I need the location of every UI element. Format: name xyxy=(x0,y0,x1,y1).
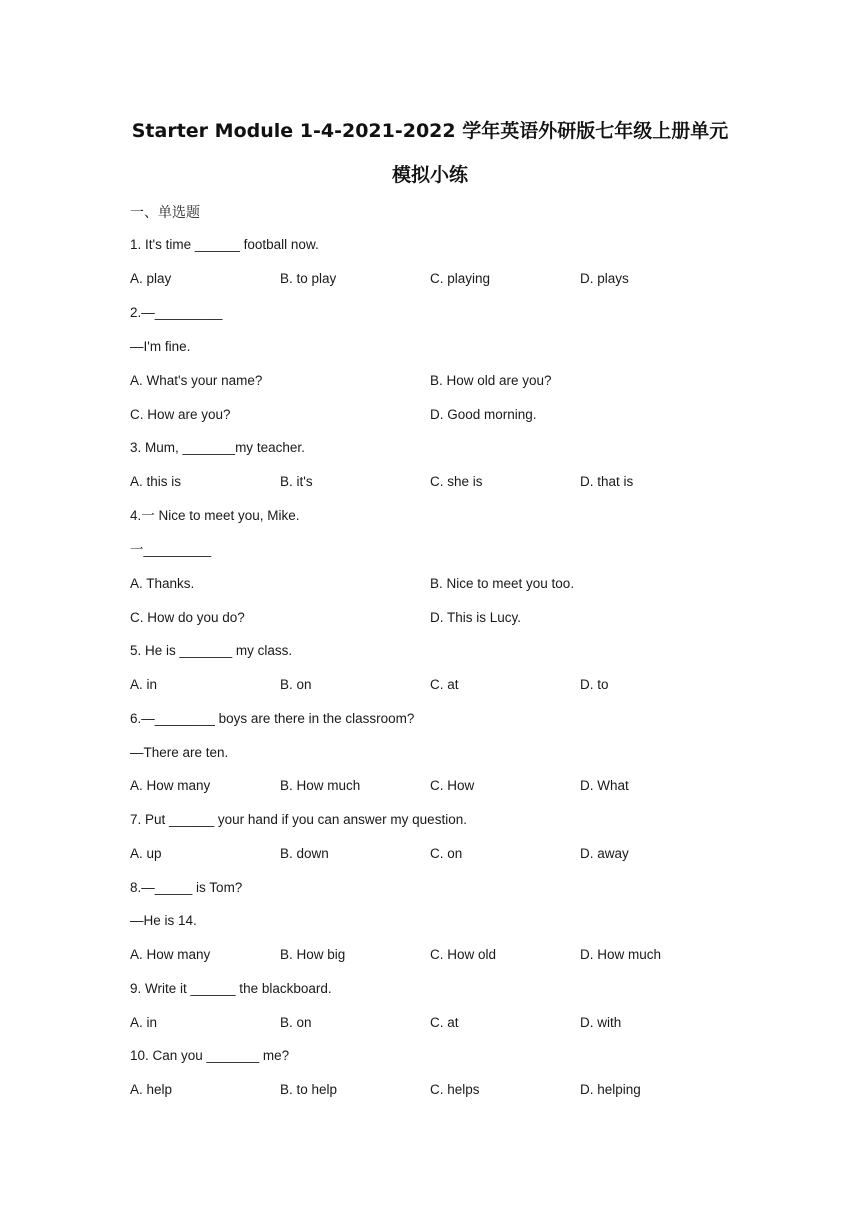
question-1-option-d: D. plays xyxy=(580,271,629,286)
question-5-option-c: C. at xyxy=(430,677,459,692)
question-4-option-b: B. Nice to meet you too. xyxy=(430,576,575,591)
question-2-reply: —I'm fine. xyxy=(130,339,191,354)
question-3-option-d: D. that is xyxy=(580,474,634,489)
question-10-stem: 10. Can you _______ me? xyxy=(130,1048,290,1063)
question-7-option-b: B. down xyxy=(280,846,329,861)
question-7-stem: 7. Put ______ your hand if you can answer my question. xyxy=(130,812,467,827)
question-2-option-b: B. How old are you? xyxy=(430,373,552,388)
question-5-option-d: D. to xyxy=(580,677,609,692)
question-8-option-b: B. How big xyxy=(280,947,346,962)
question-7-option-d: D. away xyxy=(580,846,629,861)
question-6-option-c: C. How xyxy=(430,778,475,793)
question-2-option-d: D. Good morning. xyxy=(430,407,537,422)
question-9-option-d: D. with xyxy=(580,1015,622,1030)
question-6-option-a: A. How many xyxy=(130,778,211,793)
question-2-option-c: C. How are you? xyxy=(130,407,231,422)
question-4-option-c: C. How do you do? xyxy=(130,610,245,625)
question-7-option-c: C. on xyxy=(430,846,463,861)
question-1-option-a: A. play xyxy=(130,271,172,286)
document-title-line1: Starter Module 1-4-2021-2022 学年英语外研版七年级上册单元 xyxy=(131,120,729,142)
question-7-option-a: A. up xyxy=(130,846,162,861)
question-8-option-a: A. How many xyxy=(130,947,211,962)
question-3-stem: 3. Mum, _______my teacher. xyxy=(130,440,305,455)
question-9-option-a: A. in xyxy=(130,1015,158,1030)
question-6-option-d: D. What xyxy=(580,778,629,793)
question-6-reply: —There are ten. xyxy=(130,745,229,760)
question-2-stem: 2.—_________ xyxy=(130,305,223,320)
section-heading: 一、单选题 xyxy=(130,205,200,221)
question-10-option-d: D. helping xyxy=(580,1082,641,1097)
question-8-option-c: C. How old xyxy=(430,947,497,962)
question-10-option-a: A. help xyxy=(130,1082,173,1097)
question-6-stem: 6.—________ boys are there in the classroom? xyxy=(130,711,415,726)
question-1-stem: 1. It's time ______ football now. xyxy=(130,237,319,252)
question-4-option-d: D. This is Lucy. xyxy=(430,610,522,625)
question-3-option-b: B. it's xyxy=(280,474,313,489)
question-5-option-a: A. in xyxy=(130,677,158,692)
question-1-option-b: B. to play xyxy=(280,271,337,286)
question-5-option-b: B. on xyxy=(280,677,312,692)
question-8-stem: 8.—_____ is Tom? xyxy=(130,880,243,895)
question-3-option-a: A. this is xyxy=(130,474,182,489)
question-9-option-b: B. on xyxy=(280,1015,312,1030)
question-1-option-c: C. playing xyxy=(430,271,491,286)
question-8-option-d: D. How much xyxy=(580,947,662,962)
question-9-stem: 9. Write it ______ the blackboard. xyxy=(130,981,332,996)
question-5-stem: 5. He is _______ my class. xyxy=(130,643,293,658)
question-6-option-b: B. How much xyxy=(280,778,361,793)
question-8-reply: —He is 14. xyxy=(130,913,197,928)
question-4-reply: 一_________ xyxy=(130,542,212,557)
question-3-option-c: C. she is xyxy=(430,474,483,489)
question-9-option-c: C. at xyxy=(430,1015,459,1030)
question-4-stem: 4.一 Nice to meet you, Mike. xyxy=(130,508,300,523)
question-2-option-a: A. What's your name? xyxy=(130,373,263,388)
question-4-option-a: A. Thanks. xyxy=(130,576,195,591)
document-title-line2: 模拟小练 xyxy=(391,164,468,186)
question-10-option-b: B. to help xyxy=(280,1082,338,1097)
question-10-option-c: C. helps xyxy=(430,1082,480,1097)
